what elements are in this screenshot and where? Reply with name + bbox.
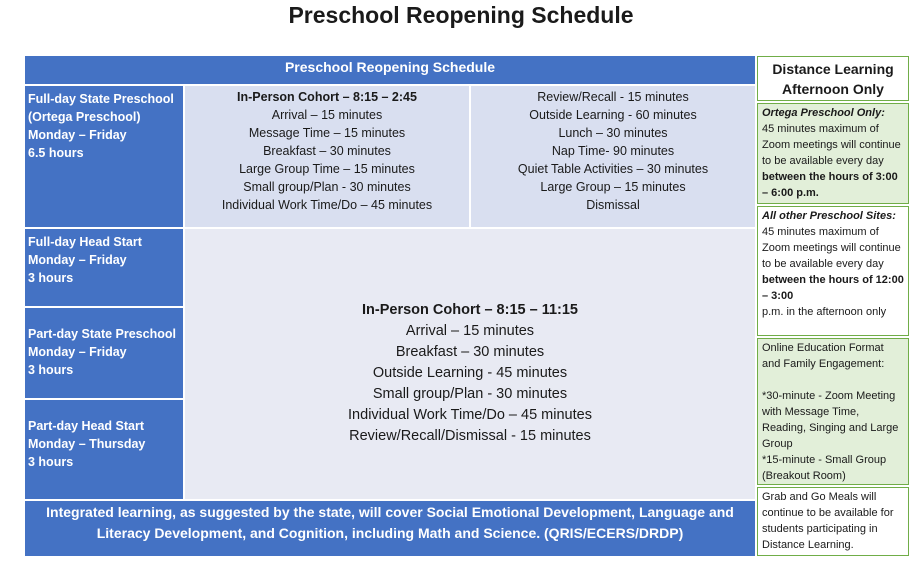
distance-ortega-cell	[757, 103, 909, 204]
distance-other-sites-cell	[757, 206, 909, 336]
program-line: Part-day Head Start	[28, 419, 145, 433]
program-part-day-state-preschool	[25, 308, 183, 398]
schedule-item: Large Group – 15 minutes	[540, 180, 686, 194]
cohort-title: In-Person Cohort – 8:15 – 2:45	[237, 90, 417, 104]
schedule-item: Individual Work Time/Do – 45 minutes	[348, 407, 592, 423]
ortega-hours: between the hours of 3:00 – 6:00 p.m.	[762, 171, 898, 199]
online-intro: Online Education Format and Family Engagement:	[762, 342, 885, 370]
program-line: 6.5 hours	[28, 146, 84, 160]
schedule-item: Small group/Plan - 30 minutes	[372, 386, 568, 402]
schedule-item: Breakfast – 30 minutes	[263, 144, 391, 158]
schedule-item: Arrival – 15 minutes	[405, 323, 535, 339]
schedule-item: Breakfast – 30 minutes	[395, 344, 545, 360]
schedule-item: Lunch – 30 minutes	[558, 126, 668, 140]
program-full-day-state-preschool	[25, 86, 183, 227]
schedule-item: Nap Time- 90 minutes	[551, 144, 675, 158]
program-full-day-head-start	[25, 229, 183, 306]
program-line: 3 hours	[28, 455, 74, 469]
schedule-item: Message Time – 15 minutes	[248, 126, 406, 140]
meals-text: Grab and Go Meals will continue to be available for students participating in Distance Learning.	[762, 491, 894, 551]
ortega-label: Ortega Preschool Only:	[762, 107, 885, 119]
schedule-item: Large Group Time – 15 minutes	[239, 162, 415, 176]
ortega-text: 45 minutes maximum of Zoom meetings will continue to be available every day	[762, 123, 901, 167]
schedule-item: Individual Work Time/Do – 45 minutes	[221, 198, 433, 212]
schedule-item: Small group/Plan - 30 minutes	[243, 180, 411, 194]
table-header: Preschool Reopening Schedule	[25, 56, 755, 84]
program-line: Monday – Friday	[28, 128, 127, 142]
full-day-cohort-column-1	[185, 86, 469, 227]
program-line: Part-day State Preschool	[28, 327, 176, 341]
program-line: (Ortega Preschool)	[28, 110, 141, 124]
program-part-day-head-start	[25, 400, 183, 499]
schedule-item: Outside Learning - 45 minutes	[372, 365, 568, 381]
program-line: Monday – Thursday	[28, 437, 146, 451]
distance-meals-cell	[757, 487, 909, 556]
program-line: Monday – Friday	[28, 345, 127, 359]
other-sites-text: 45 minutes maximum of Zoom meetings will continue to be available every day	[762, 226, 901, 270]
distance-online-format-cell	[757, 338, 909, 485]
cohort-title: In-Person Cohort – 8:15 – 11:15	[362, 302, 578, 318]
full-day-cohort-column-2	[471, 86, 755, 227]
schedule-item: Review/Recall/Dismissal - 15 minutes	[349, 428, 591, 444]
integrated-learning-footer: Integrated learning, as suggested by the state, will cover Social Emotional Development, Language and Literacy Development, and Cognition, including Math and Science. (QRIS/ECERS/DRDP)	[25, 501, 755, 556]
program-line: Monday – Friday	[28, 253, 127, 267]
program-line: Full-day Head Start	[28, 235, 142, 249]
page-title: Preschool Reopening Schedule	[288, 2, 634, 28]
half-day-cohort	[185, 229, 755, 499]
online-item: *30-minute - Zoom Meeting with Message Time, Reading, Singing and Large Group	[762, 390, 899, 450]
schedule-item: Quiet Table Activities – 30 minutes	[517, 162, 709, 176]
schedule-item: Arrival – 15 minutes	[271, 108, 383, 122]
schedule-item: Dismissal	[586, 198, 640, 212]
program-line: 3 hours	[28, 363, 74, 377]
other-sites-label: All other Preschool Sites:	[762, 210, 896, 222]
schedule-item: Outside Learning - 60 minutes	[529, 108, 697, 122]
other-sites-tail: p.m. in the afternoon only	[762, 306, 887, 318]
program-line: 3 hours	[28, 271, 74, 285]
other-sites-hours: between the hours of 12:00 – 3:00	[762, 274, 904, 302]
program-line: Full-day State Preschool	[28, 92, 174, 106]
distance-learning-title: Distance Learning Afternoon Only	[757, 56, 909, 101]
online-item: *15-minute - Small Group (Breakout Room)	[762, 454, 887, 482]
schedule-item: Review/Recall - 15 minutes	[537, 90, 689, 104]
